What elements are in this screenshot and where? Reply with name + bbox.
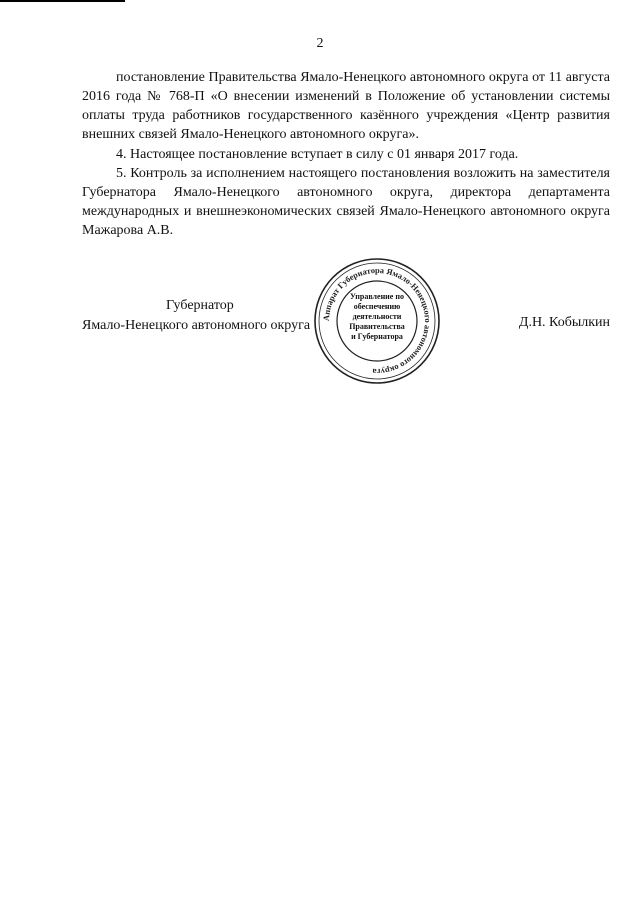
paragraph-5: 5. Контроль за исполнением настоящего постановления возложить на заместителя Губернатора Ямало-Ненецкого автономного округа, директора департамента международных и внешнеэкономических связей Ямало-Ненецкого автономного округа Мажарова А.В. bbox=[82, 166, 610, 238]
signatory-name: Д.Н. Кобылкин bbox=[518, 315, 610, 330]
seal-line: обеспечению bbox=[353, 302, 401, 311]
page-number: 2 bbox=[316, 36, 324, 51]
document-body bbox=[82, 68, 610, 240]
signature-title: Губернатор bbox=[166, 298, 234, 313]
signature-block bbox=[82, 296, 342, 336]
top-rule bbox=[0, 0, 125, 2]
official-seal bbox=[312, 256, 442, 386]
seal-line: и Губернатора bbox=[351, 332, 403, 341]
seal-line: деятельности bbox=[352, 312, 402, 321]
seal-center-text bbox=[337, 292, 417, 342]
seal-ring-text: Аппарат Губернатора Ямало-Ненецкого автономного округа bbox=[321, 265, 433, 377]
paragraph-continuation: постановление Правительства Ямало-Ненецкого автономного округа от 11 августа 2016 года № 768-П «О внесении изменений в Положение об установлении системы оплаты труда работников государственного казённого учреждения «Центр развития внешних связей Ямало-Ненецкого автономного округа». bbox=[82, 70, 610, 142]
paragraph-4: 4. Настоящее постановление вступает в силу с 01 января 2017 года. bbox=[116, 147, 519, 162]
seal-line: Управление по bbox=[350, 292, 404, 301]
seal-line: Правительства bbox=[349, 322, 405, 331]
signature-region: Ямало-Ненецкого автономного округа bbox=[82, 318, 311, 333]
